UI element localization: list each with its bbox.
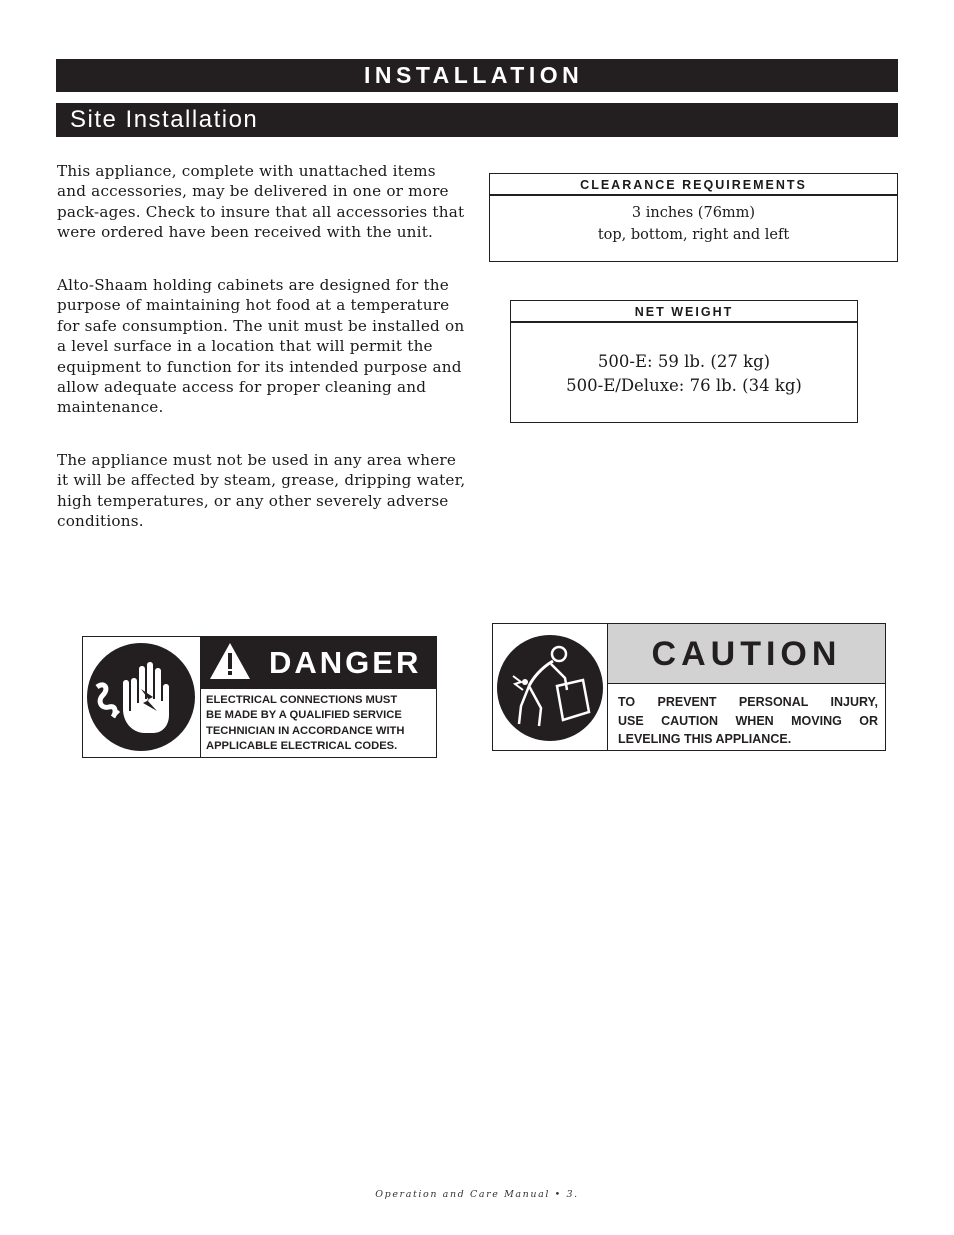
net-weight-500e-deluxe: 500-E/Deluxe: 76 lb. (34 kg) bbox=[566, 376, 802, 395]
clearance-requirements-box bbox=[489, 173, 898, 262]
paragraph-delivery: This appliance, complete with unattached items and accessories, may be delivered in one or more pack-ages. Check to insure that all accessories that were ordered have been received with the unit. bbox=[57, 162, 465, 242]
danger-header bbox=[201, 637, 436, 689]
electrical-hazard-hand-icon bbox=[83, 637, 200, 757]
danger-text-line: TECHNICIAN IN ACCORDANCE WITH bbox=[206, 724, 405, 737]
subsection-title-bar bbox=[56, 103, 898, 137]
paragraph-environment: The appliance must not be used in any area where it will be affected by steam, grease, dripping water, high temperatures, or any other severely adverse conditions. bbox=[57, 451, 466, 531]
net-weight-500e: 500-E: 59 lb. (27 kg) bbox=[597, 352, 771, 371]
clearance-requirements-title: CLEARANCE REQUIREMENTS bbox=[490, 174, 897, 196]
subsection-title: Site Installation bbox=[70, 106, 259, 133]
danger-text-line: APPLICABLE ELECTRICAL CODES. bbox=[206, 739, 398, 752]
caution-heading: CAUTION bbox=[651, 635, 842, 673]
caution-text-line: USE CAUTION WHEN MOVING OR bbox=[618, 713, 878, 728]
warning-triangle-icon bbox=[209, 642, 251, 680]
danger-heading: DANGER bbox=[269, 645, 422, 680]
clearance-distance: 3 inches (76mm) bbox=[631, 205, 756, 221]
net-weight-box bbox=[510, 300, 858, 423]
caution-header bbox=[608, 624, 885, 684]
danger-text-line: BE MADE BY A QUALIFIED SERVICE bbox=[206, 709, 402, 722]
page-footer: Operation and Care Manual • 3. bbox=[375, 1189, 579, 1200]
clearance-sides: top, bottom, right and left bbox=[597, 227, 790, 243]
section-title: INSTALLATION bbox=[364, 62, 584, 88]
net-weight-title: NET WEIGHT bbox=[511, 301, 857, 323]
caution-label bbox=[492, 623, 886, 751]
caution-text bbox=[618, 693, 878, 749]
person-lifting-box-icon bbox=[493, 624, 607, 750]
danger-text-line: ELECTRICAL CONNECTIONS MUST bbox=[206, 694, 398, 706]
caution-icon-panel bbox=[493, 624, 608, 750]
danger-text bbox=[206, 693, 433, 754]
paragraph-purpose: Alto-Shaam holding cabinets are designed for the purpose of maintaining hot food at a temperature for safe consumption. The unit must be installed on a level surface in a location that will permit the equipment to function for its intended purpose and allow adequate access for proper cleaning and maintenance. bbox=[57, 276, 465, 417]
danger-label bbox=[82, 636, 437, 758]
caution-text-line: TO PREVENT PERSONAL INJURY, bbox=[618, 695, 878, 709]
danger-icon-panel bbox=[83, 637, 201, 757]
caution-text-line: LEVELING THIS APPLIANCE. bbox=[618, 732, 792, 746]
section-title-bar bbox=[56, 59, 898, 92]
